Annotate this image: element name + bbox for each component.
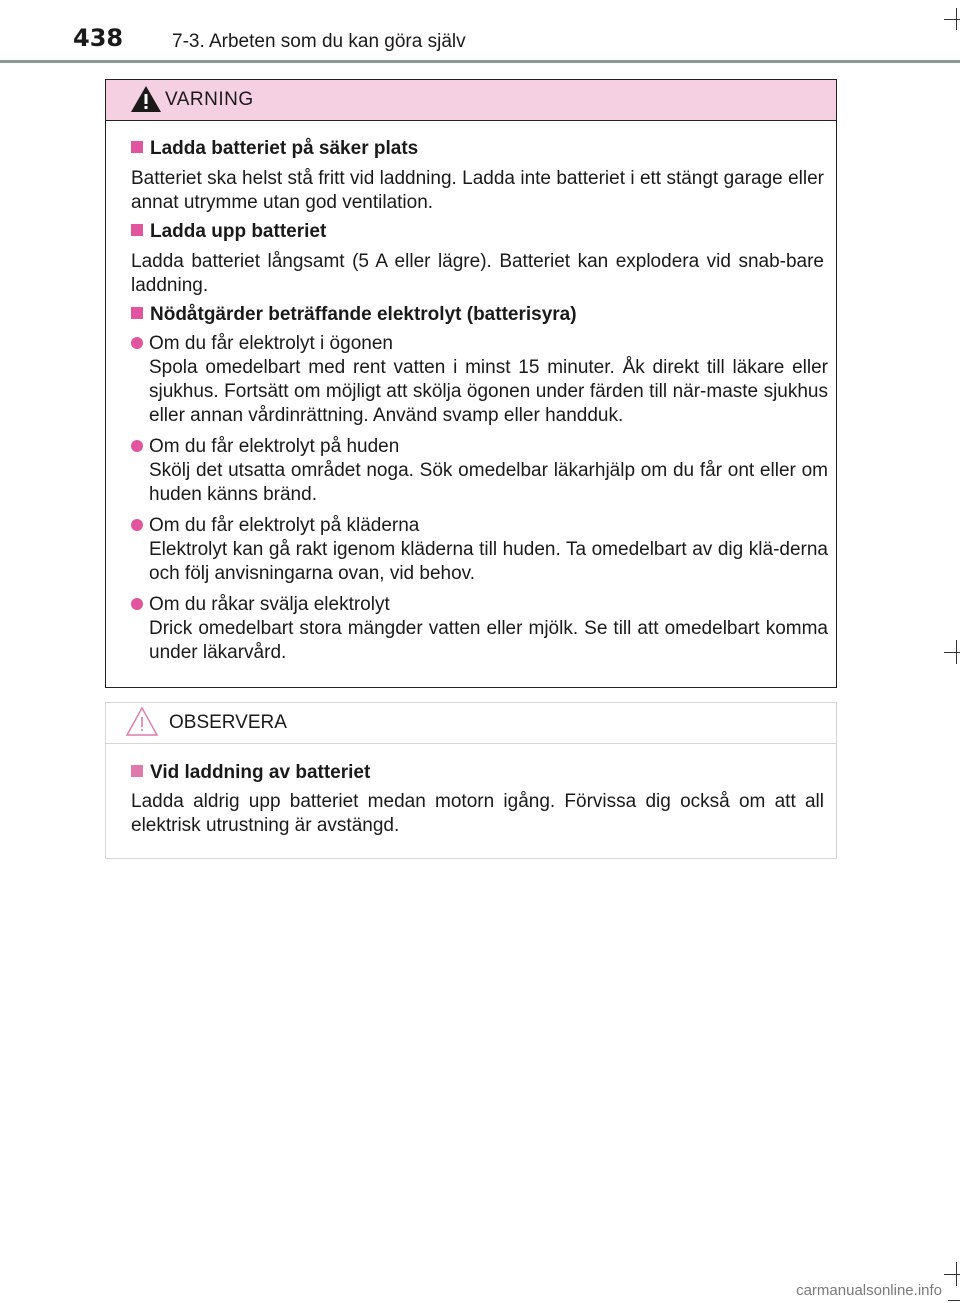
warning-header	[106, 80, 836, 121]
bullet-text: Spola omedelbart med rent vatten i minst 15 minuter. Åk direkt till läkare eller sjukhus. Fortsätt om möjligt att skölja ögonen under färden till när-maste sjukhus eller annan vårdinrättning. Använd svamp eller handduk.	[149, 357, 828, 426]
bullet-heading: Om du får elektrolyt på kläderna	[131, 514, 419, 538]
notice-label: OBSERVERA	[169, 712, 287, 733]
bullet-text: Skölj det utsatta området noga. Sök omedelbar läkarhjälp om du får ont eller om huden känns bränd.	[149, 460, 828, 505]
square-bullet-icon	[131, 307, 143, 319]
bullet-text: Elektrolyt kan gå rakt igenom kläderna till huden. Ta omedelbart av dig klä-derna och följ anvisningarna ovan, vid behov.	[149, 539, 828, 584]
header-rule	[0, 60, 960, 63]
notice-box	[105, 702, 837, 859]
section-heading: Nödåtgärder beträffande elektrolyt (batterisyra)	[131, 303, 577, 327]
section-text: Ladda batteriet långsamt (5 A eller lägre). Batteriet kan explodera vid snab-bare laddning.	[131, 251, 824, 296]
warning-label: VARNING	[165, 89, 254, 110]
caution-triangle-outline-icon	[125, 705, 159, 737]
warning-triangle-icon	[129, 83, 163, 115]
section-heading: Ladda upp batteriet	[131, 220, 326, 244]
section-heading: Ladda batteriet på säker plats	[131, 137, 418, 161]
section-text: Batteriet ska helst stå fritt vid laddning. Ladda inte batteriet i ett stängt garage eller annat utrymme utan god ventilation.	[131, 168, 824, 213]
round-bullet-icon	[131, 519, 143, 531]
crop-mark-bottom	[944, 1262, 960, 1303]
crop-mark-top	[944, 8, 960, 30]
bullet-heading: Om du får elektrolyt på huden	[131, 435, 399, 459]
square-bullet-icon	[131, 224, 143, 236]
notice-header	[106, 703, 836, 744]
section-title: 7-3. Arbeten som du kan göra själv	[172, 31, 466, 52]
page-header	[0, 0, 960, 62]
section-text: Ladda aldrig upp batteriet medan motorn igång. Förvissa dig också om att all elektrisk utrustning är avstängd.	[131, 791, 824, 836]
crop-mark-middle	[944, 640, 960, 664]
round-bullet-icon	[131, 598, 143, 610]
page-number: 438	[73, 24, 124, 52]
section-heading: Vid laddning av batteriet	[131, 761, 370, 785]
square-bullet-icon	[131, 765, 143, 777]
bullet-heading: Om du råkar svälja elektrolyt	[131, 593, 390, 617]
warning-box	[105, 79, 837, 688]
round-bullet-icon	[131, 337, 143, 349]
bullet-heading: Om du får elektrolyt i ögonen	[131, 332, 393, 356]
round-bullet-icon	[131, 440, 143, 452]
square-bullet-icon	[131, 141, 143, 153]
bullet-text: Drick omedelbart stora mängder vatten eller mjölk. Se till att omedelbart komma under läkarvård.	[149, 618, 828, 663]
watermark: carmanualsonline.info	[796, 1282, 942, 1299]
